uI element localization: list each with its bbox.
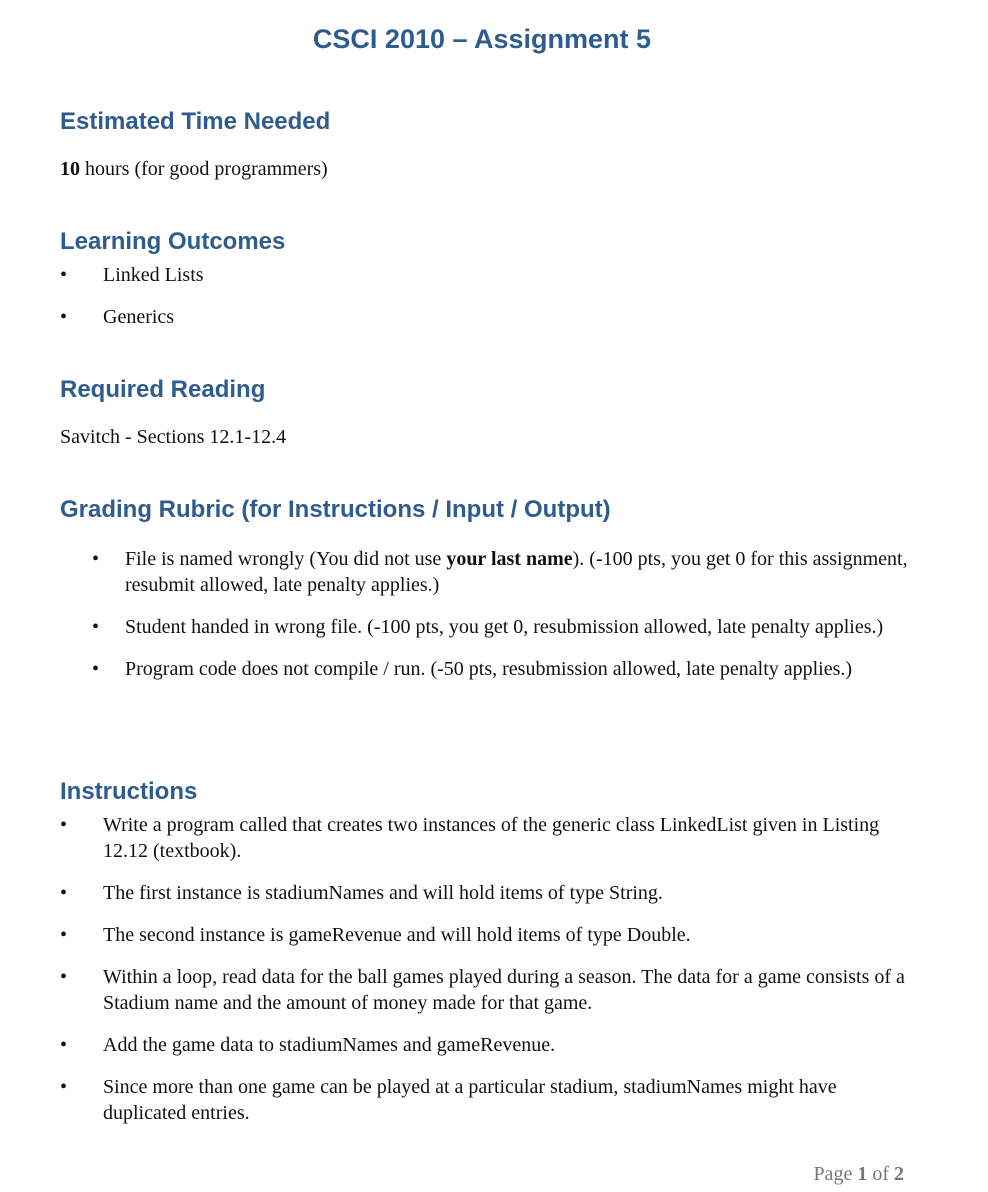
list-item: • Student handed in wrong file. (-100 pts, you get 0, resubmission allowed, late penalty applies.) <box>92 616 884 638</box>
bullet-icon: • <box>60 264 68 286</box>
heading-estimated-time: Estimated Time Needed <box>60 108 331 135</box>
bullet-icon: • <box>60 966 68 988</box>
bullet-icon: • <box>60 814 68 836</box>
list-item: • Generics <box>60 306 175 328</box>
list-item: • Add the game data to stadiumNames and gameRevenue. <box>60 1034 556 1056</box>
bullet-icon: • <box>60 306 68 328</box>
bullet-icon: • <box>92 616 100 638</box>
bullet-icon: • <box>92 548 100 570</box>
heading-learning-outcomes: Learning Outcomes <box>60 228 286 255</box>
heading-required-reading: Required Reading <box>60 376 266 403</box>
list-item: • Write a program called that creates two instances of the generic class LinkedList given in Listing 12.12 (textbook). <box>60 814 880 862</box>
grading-rubric-list <box>92 546 922 698</box>
list-item: • The first instance is stadiumNames and will hold items of type String. <box>60 882 663 904</box>
required-reading-text: Savitch - Sections 12.1-12.4 <box>60 426 287 448</box>
estimated-hours: 10 <box>60 158 80 180</box>
list-item: • Within a loop, read data for the ball games played during a season. The data for a game consists of a Stadium name and the amount of money made for that game. <box>60 966 905 1014</box>
list-item: • Linked Lists <box>60 264 204 286</box>
list-item: • File is named wrongly (You did not use your last name). (-100 pts, you get 0 for this assignment, resubmit allowed, late penalty applies.) <box>92 548 908 596</box>
heading-grading-rubric: Grading Rubric (for Instructions / Input / Output) <box>60 496 611 523</box>
bullet-icon: • <box>60 1076 68 1098</box>
bullet-icon: • <box>60 924 68 946</box>
learning-outcomes-list <box>60 262 920 346</box>
heading-instructions: Instructions <box>60 778 198 805</box>
estimated-time-text <box>60 158 328 181</box>
page-number: Page 1 of 2 <box>813 1163 904 1185</box>
list-item: • Since more than one game can be played at a particular stadium, stadiumNames might have duplicated entries. <box>60 1076 837 1124</box>
estimated-time-rest: hours (for good programmers) <box>80 158 328 180</box>
bullet-icon: • <box>60 882 68 904</box>
bullet-icon: • <box>92 658 100 680</box>
page-title: CSCI 2010 – Assignment 5 <box>312 24 652 54</box>
list-item: • The second instance is gameRevenue and will hold items of type Double. <box>60 924 691 946</box>
instructions-list <box>60 812 920 1142</box>
list-item: • Program code does not compile / run. (-50 pts, resubmission allowed, late penalty applies.) <box>92 658 853 680</box>
bullet-icon: • <box>60 1034 68 1056</box>
